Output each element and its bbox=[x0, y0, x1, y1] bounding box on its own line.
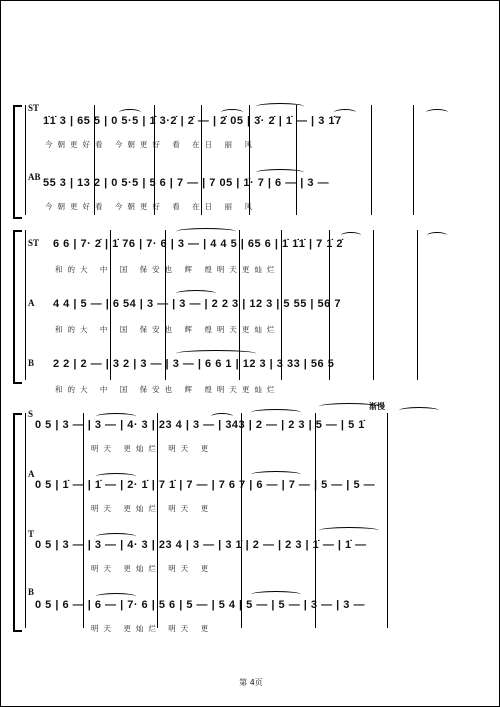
barline bbox=[154, 105, 155, 215]
lyrics-line: 明天 更灿烂 明天 更 bbox=[91, 444, 214, 453]
barline bbox=[157, 413, 158, 628]
notes-line: 0 5 | 3 — | 3 — | 4· 3 | 23 4 | 3 — | 3 1̇ | 2 — | 2 3 | 1̇ — | 1̇ — bbox=[35, 539, 367, 551]
slur-mark bbox=[96, 533, 136, 540]
slur-mark bbox=[251, 471, 301, 478]
system-bracket-line bbox=[25, 413, 26, 628]
barline bbox=[94, 105, 95, 215]
lyrics-line: 明天 更灿烂 明天 更 bbox=[91, 504, 214, 513]
tempo-marking: 渐慢 bbox=[369, 402, 385, 411]
barline bbox=[165, 230, 166, 380]
slur-mark bbox=[221, 109, 243, 116]
slur-mark bbox=[334, 109, 356, 116]
score-system-1 bbox=[1, 101, 500, 221]
slur-mark bbox=[319, 527, 379, 534]
part-label: T bbox=[28, 529, 35, 539]
notes-line: 1̇1̇ 3 | 65 5 | 0 5·5 | 1̇ 3·2̇ | 2̇ — | 2̇ 05 | 3̇· 2̇ | 1̇ — | 3 1̇7 bbox=[43, 115, 342, 127]
lyrics-line: 今朝更好看 今朝更好 看 在日 丽 风 bbox=[45, 140, 257, 149]
system-bracket bbox=[13, 413, 22, 632]
part-label: B bbox=[28, 587, 35, 597]
lyrics-line: 和的大 中 国 保安也 辉 煌明天更灿烂 bbox=[55, 265, 280, 274]
score-system-3 bbox=[1, 401, 500, 641]
slur-mark bbox=[251, 591, 301, 598]
notes-line: 0 5 | 1̇ — | 1̇ — | 2· 1̇ | 7 1̇ | 7 — | 7 6 7 | 6 — | 7 — | 5 — | 5 — bbox=[35, 479, 376, 491]
part-label: A bbox=[28, 469, 35, 479]
system-bracket bbox=[13, 105, 22, 219]
slur-mark bbox=[427, 232, 447, 239]
slur-mark bbox=[176, 350, 256, 357]
lyrics-line: 明天 更灿烂 明天 更 bbox=[91, 624, 214, 633]
slur-mark bbox=[176, 228, 236, 235]
system-bracket-line bbox=[25, 230, 26, 380]
lyrics-line: 明天 更灿烂 明天 更 bbox=[91, 564, 214, 573]
barline bbox=[241, 413, 242, 628]
barline bbox=[373, 230, 374, 380]
part-label: A bbox=[28, 298, 35, 308]
barline bbox=[83, 413, 84, 628]
barline bbox=[315, 413, 316, 628]
slur-mark bbox=[96, 473, 136, 480]
barline bbox=[371, 105, 372, 215]
barline bbox=[387, 413, 388, 628]
lyrics-line: 和的大 中 国 保安也 辉 煌明天更灿烂 bbox=[55, 325, 280, 334]
slur-mark bbox=[211, 413, 233, 420]
slur-mark bbox=[426, 109, 448, 116]
barline bbox=[417, 230, 418, 380]
barline bbox=[239, 230, 240, 380]
slur-mark bbox=[96, 413, 136, 420]
part-label: B bbox=[28, 358, 35, 368]
slur-mark bbox=[256, 169, 304, 176]
barline bbox=[110, 230, 111, 380]
notes-line: 4 4 | 5 — | 6 54 | 3 — | 3 — | 2 2 3 | 12 3 | 5 55 | 56 7 bbox=[53, 298, 341, 310]
slur-mark bbox=[96, 593, 136, 600]
system-bracket bbox=[13, 230, 22, 384]
notes-line: 2 2 | 2 — | 3 2 | 3 — | 3 — | 6 6 1 | 12 3 | 3 33 | 56 5 bbox=[53, 358, 335, 370]
slur-mark bbox=[341, 232, 361, 239]
part-label: AB bbox=[28, 172, 41, 182]
barline bbox=[329, 230, 330, 380]
slur-mark bbox=[251, 409, 301, 416]
lyrics-line: 和的大 中 国 保安也 辉 煌明天更灿烂 bbox=[55, 385, 280, 394]
barline bbox=[413, 105, 414, 215]
slur-mark bbox=[176, 290, 216, 297]
slur-mark bbox=[399, 407, 439, 414]
page-number: 第 4页 bbox=[239, 678, 263, 687]
slur-mark bbox=[256, 103, 304, 110]
slur-mark bbox=[319, 403, 379, 410]
notes-line: 0 5 | 3 — | 3 — | 4· 3 | 23 4 | 3 — | 343 | 2 — | 2 3 | 5 — | 5 1̇ bbox=[35, 419, 365, 431]
slur-mark bbox=[119, 109, 141, 116]
notes-line: 6 6 | 7· 2̇ | 1̇ 76 | 7· 6 | 3 — | 4 4 5 | 65 6 | 1̇ 1̇1̇ | 7 1̇ 2̇ bbox=[53, 238, 344, 250]
notes-line: 55 3 | 13 2 | 0 5·5 | 5 6 | 7 — | 7 05 | 1̇· 7 | 6 — | 3 — bbox=[43, 177, 330, 189]
barline bbox=[201, 105, 202, 215]
score-system-2 bbox=[1, 226, 500, 394]
lyrics-line: 今朝更好看 今朝更好 看 在日 丽 风 bbox=[45, 202, 257, 211]
barline bbox=[296, 105, 297, 215]
part-label: ST bbox=[28, 238, 40, 248]
system-bracket-line bbox=[25, 105, 26, 215]
barline bbox=[249, 105, 250, 215]
part-label: ST bbox=[28, 103, 40, 113]
part-label: S bbox=[28, 409, 34, 419]
notes-line: 0 5 | 6 — | 6 — | 7· 6 | 5 6 | 5 — | 5 4 | 5 — | 5 — | 3 — | 3 — bbox=[35, 599, 365, 611]
barline bbox=[281, 230, 282, 380]
